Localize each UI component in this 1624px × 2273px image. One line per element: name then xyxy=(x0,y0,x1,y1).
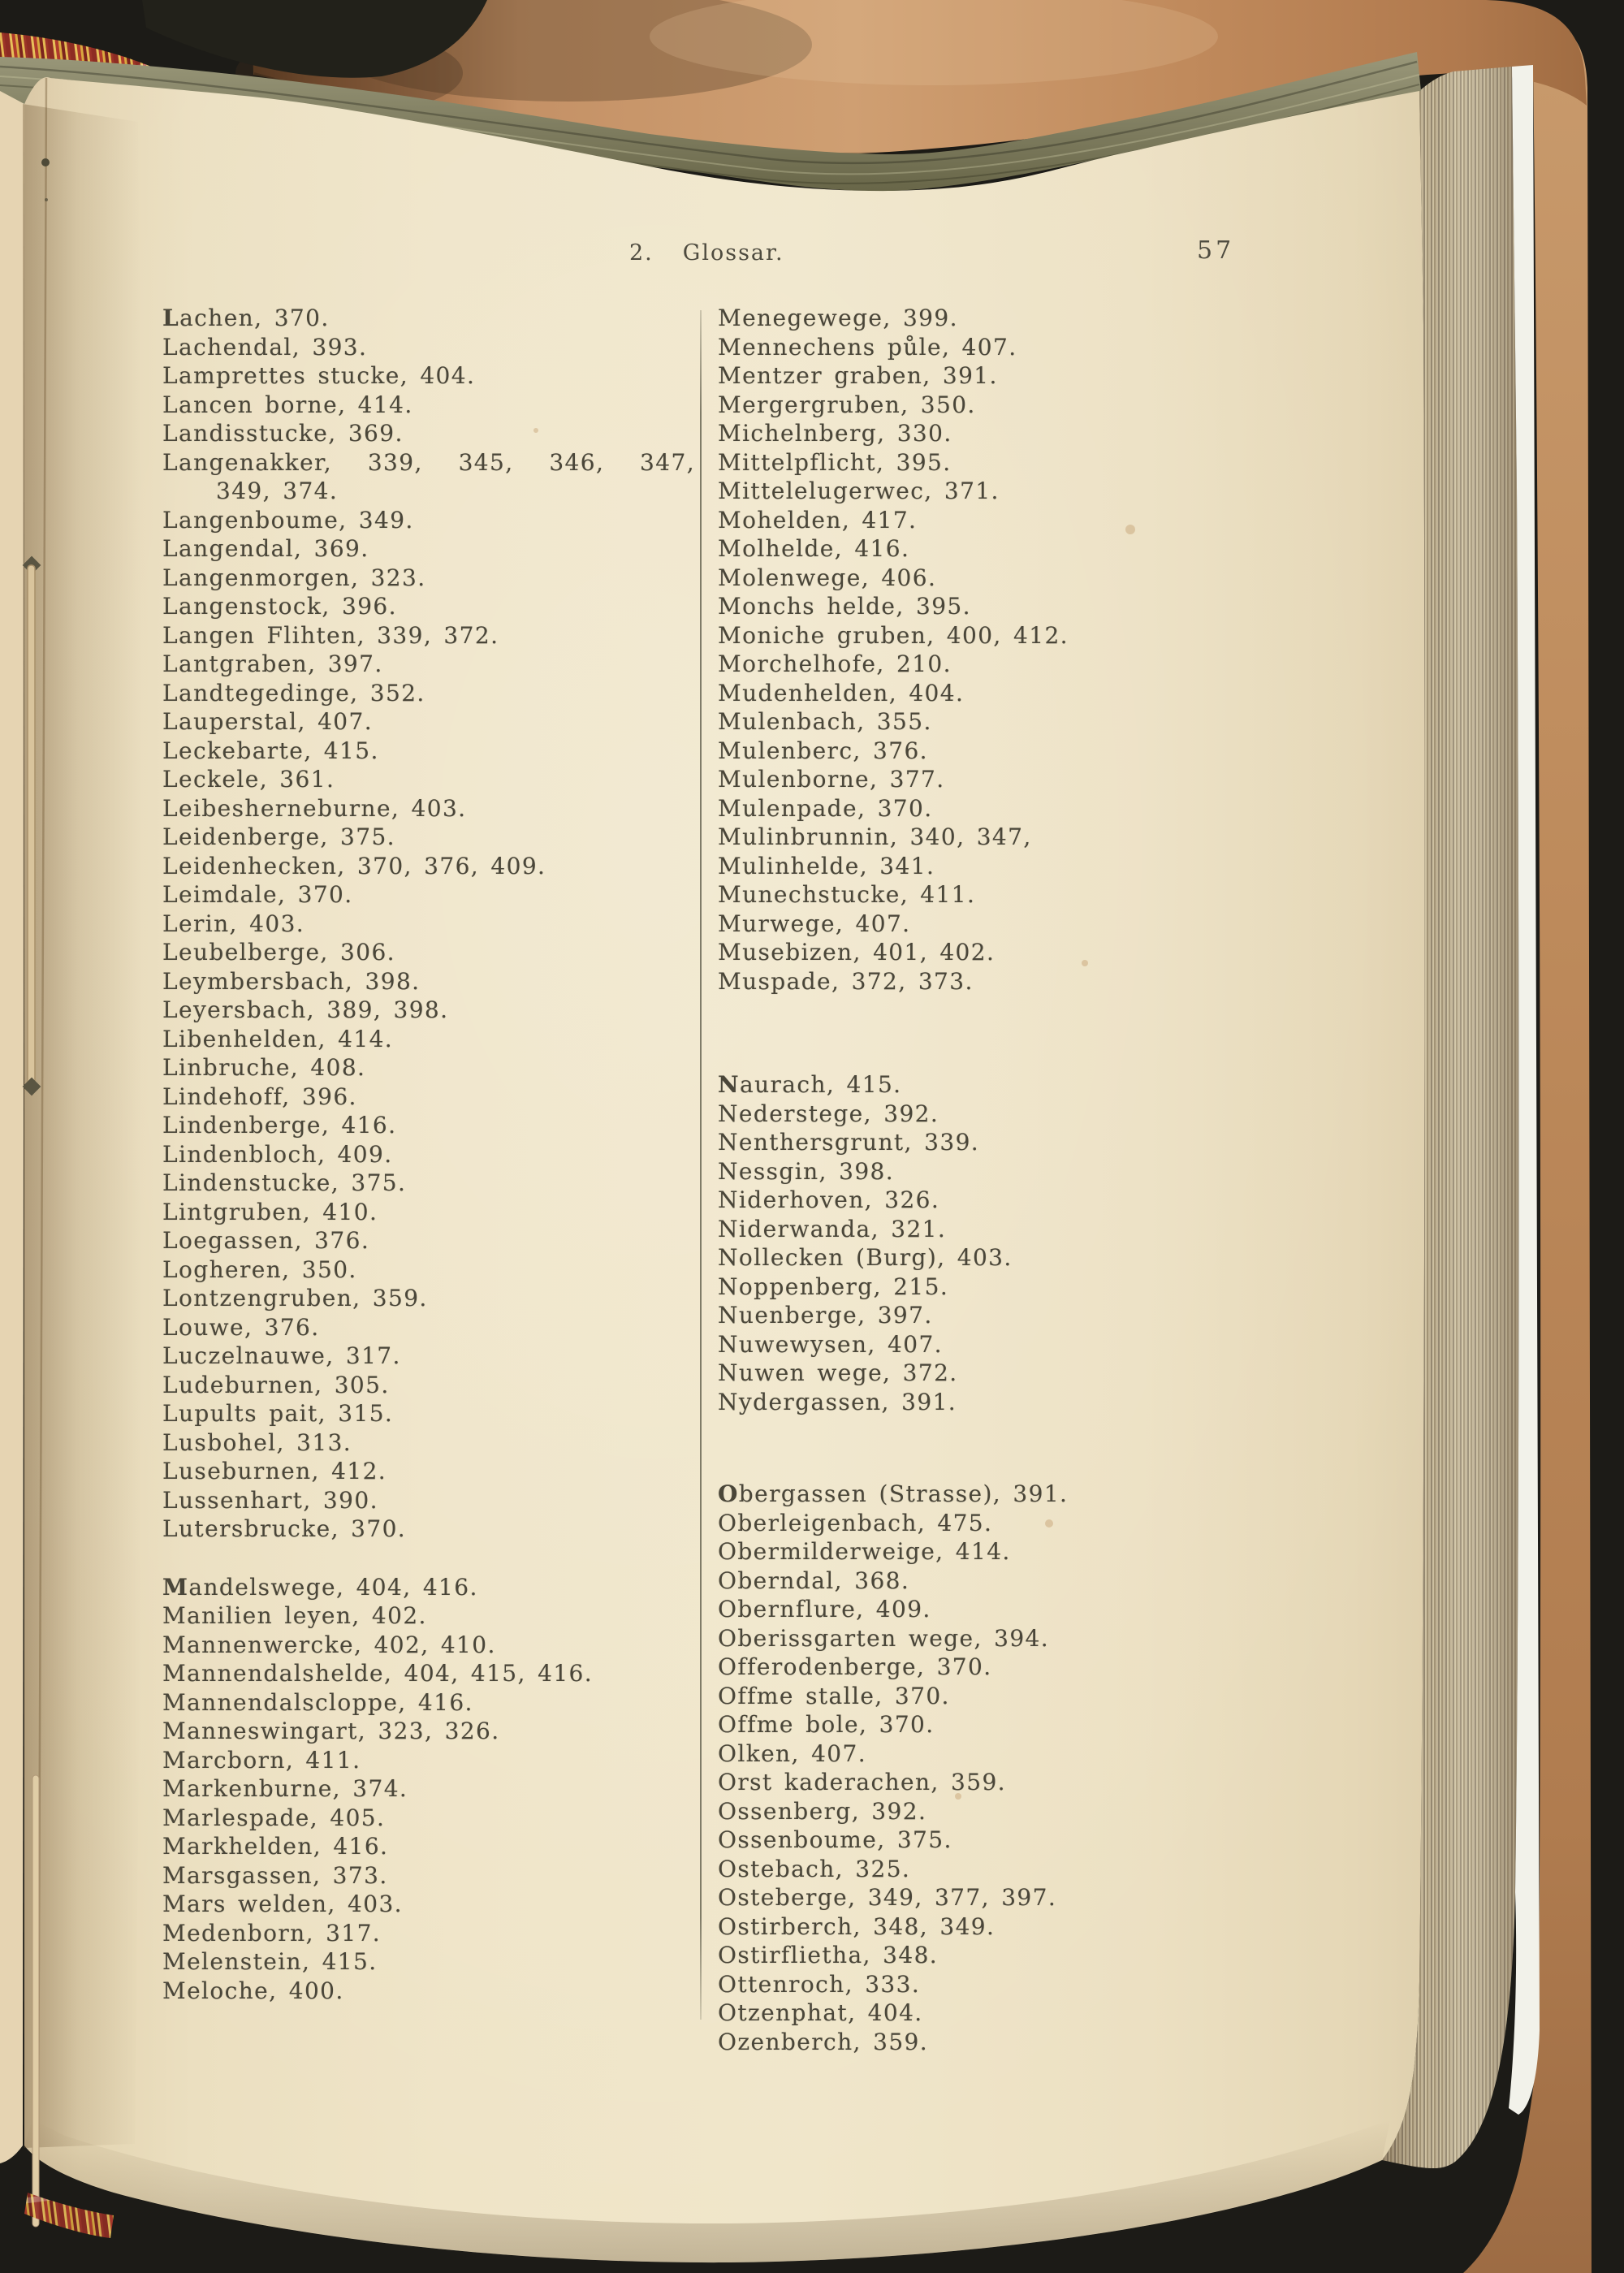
glossary-entry: Lontzengruben, 359. xyxy=(162,1285,428,1312)
glossary-entry: Muspade, 372, 373. xyxy=(718,967,974,995)
glossary-entry: Leubelberge, 306. xyxy=(162,939,395,966)
glossary-entry: Lerin, 403. xyxy=(162,910,305,937)
glossary-entry: Oberndal, 368. xyxy=(718,1566,910,1594)
glossary-entry: Markenburne, 374. xyxy=(162,1775,408,1802)
glossary-entry: Lintgruben, 410. xyxy=(162,1198,378,1225)
glossary-entry: Naurach, 415. xyxy=(718,1071,902,1098)
glossary-entry: Langen Flihten, 339, 372. xyxy=(162,621,499,649)
glossary-entry: Ostebach, 325. xyxy=(718,1855,911,1882)
glossary-entry: Mannenwercke, 402, 410. xyxy=(162,1631,496,1658)
glossary-entry: Offme bole, 370. xyxy=(718,1711,935,1738)
glossary-entry: Loegassen, 376. xyxy=(162,1227,370,1254)
glossary-entry: Manneswingart, 323, 326. xyxy=(162,1718,500,1744)
glossary-entry: Niderwanda, 321. xyxy=(718,1215,947,1242)
glossary-entry: Leidenhecken, 370, 376, 409. xyxy=(162,852,546,879)
glossary-entry: Leimdale, 370. xyxy=(162,881,353,908)
glossary-entry: Landtegedinge, 352. xyxy=(162,679,425,707)
glossary-entry: Leymbersbach, 398. xyxy=(162,967,421,995)
column-divider-rule xyxy=(700,310,702,2020)
glossary-entry: Nuwen wege, 372. xyxy=(718,1359,958,1386)
glossary-entry: Mulenbach, 355. xyxy=(718,708,932,735)
glossary-column-right xyxy=(718,304,1286,2056)
glossary-entry: Luczelnauwe, 317. xyxy=(162,1342,401,1369)
glossary-entry: Obergassen (Strasse), 391. xyxy=(718,1480,1069,1507)
glossary-entry: Ossenboume, 375. xyxy=(718,1826,952,1853)
glossary-entry: Nollecken (Burg), 403. xyxy=(718,1244,1013,1271)
glossary-entry: Lutersbrucke, 370. xyxy=(162,1515,407,1542)
glossary-entry: Mergergruben, 350. xyxy=(718,391,976,418)
glossary-entry: Michelnberg, 330. xyxy=(718,420,952,447)
glossary-entry: Linbruche, 408. xyxy=(162,1054,366,1081)
glossary-entry: Molenwege, 406. xyxy=(718,564,937,591)
glossary-entry: Langenakker, 339, 345, 346, 347, 349, 374. xyxy=(162,448,695,504)
glossary-entry: Manilien leyen, 402. xyxy=(162,1602,427,1629)
glossary-entry: Nessgin, 398. xyxy=(718,1157,895,1185)
glossary-entry: Leidenberge, 375. xyxy=(162,823,395,850)
glossary-entry: Mulenberc, 376. xyxy=(718,737,928,764)
glossary-entry: Mannendalscloppe, 416. xyxy=(162,1688,473,1716)
glossary-entry: Markhelden, 416. xyxy=(162,1833,389,1860)
glossary-entry: Morchelhofe, 210. xyxy=(718,650,952,677)
glossary-entry: Offme stalle, 370. xyxy=(718,1682,950,1709)
glossary-entry: Mandelswege, 404, 416. xyxy=(162,1573,478,1601)
glossary-entry: Noppenberg, 215. xyxy=(718,1273,949,1300)
glossary-entry: Molhelde, 416. xyxy=(718,535,910,562)
glossary-entry: Leibesherneburne, 403. xyxy=(162,794,467,822)
running-header xyxy=(629,240,784,266)
glossary-entry: Oberleigenbach, 475. xyxy=(718,1509,993,1536)
glossary-entry: Mudenhelden, 404. xyxy=(718,679,965,707)
glossary-entry: Libenhelden, 414. xyxy=(162,1025,394,1052)
glossary-entry: Nederstege, 392. xyxy=(718,1100,939,1127)
glossary-entry: Obermilderweige, 414. xyxy=(718,1538,1011,1565)
glossary-entry: Langenboume, 349. xyxy=(162,506,414,534)
glossary-entry: Lupults pait, 315. xyxy=(162,1400,394,1427)
glossary-entry: Niderhoven, 326. xyxy=(718,1186,940,1213)
glossary-entry: Lancen borne, 414. xyxy=(162,391,413,418)
glossary-entry: Mulinhelde, 341. xyxy=(718,852,935,879)
glossary-entry: Offerodenberge, 370. xyxy=(718,1653,992,1680)
glossary-entry: Lindenstucke, 375. xyxy=(162,1169,407,1196)
glossary-entry: Leckebarte, 415. xyxy=(162,737,379,764)
glossary-entry: Mentzer graben, 391. xyxy=(718,362,998,389)
glossary-entry: Lindenberge, 416. xyxy=(162,1112,397,1139)
glossary-entry: Musebizen, 401, 402. xyxy=(718,939,996,966)
glossary-entry: Logheren, 350. xyxy=(162,1255,357,1283)
glossary-entry: Ludeburnen, 305. xyxy=(162,1371,390,1398)
glossary-entry: Ostirberch, 348, 349. xyxy=(718,1912,996,1940)
glossary-entry: Murwege, 407. xyxy=(718,910,911,937)
glossary-entry: Meloche, 400. xyxy=(162,1977,344,2004)
glossary-entry: Luseburnen, 412. xyxy=(162,1458,387,1484)
glossary-entry: Langenstock, 396. xyxy=(162,593,397,620)
glossary-entry: Lusbohel, 313. xyxy=(162,1428,352,1456)
glossary-entry: Ottenroch, 333. xyxy=(718,1970,921,1998)
glossary-entry: Mars welden, 403. xyxy=(162,1891,403,1917)
glossary-entry: Olken, 407. xyxy=(718,1739,867,1767)
glossary-entry: Mulinbrunnin, 340, 347, xyxy=(718,823,1032,850)
glossary-entry: Lindehoff, 396. xyxy=(162,1082,357,1110)
glossary-entry: Leckele, 361. xyxy=(162,766,335,793)
glossary-entry: Menegewege, 399. xyxy=(718,305,958,331)
glossary-entry: Osteberge, 349, 377, 397. xyxy=(718,1884,1057,1911)
header-section-number: 2. xyxy=(629,240,654,266)
glossary-entry: Marcborn, 411. xyxy=(162,1746,361,1774)
glossary-entry: Lantgraben, 397. xyxy=(162,650,383,677)
glossary-entry: Obernflure, 409. xyxy=(718,1596,931,1623)
glossary-entry: Lachen, 370. xyxy=(162,305,330,331)
glossary-entry: Nuwewysen, 407. xyxy=(718,1330,943,1358)
glossary-entry: Lindenbloch, 409. xyxy=(162,1140,393,1168)
glossary-entry: Monchs helde, 395. xyxy=(718,593,971,620)
glossary-entry: Landisstucke, 369. xyxy=(162,420,404,447)
glossary-entry: Melenstein, 415. xyxy=(162,1948,378,1975)
glossary-entry: Langendal, 369. xyxy=(162,535,369,562)
glossary-entry: Orst kaderachen, 359. xyxy=(718,1769,1006,1795)
glossary-entry: Mennechens půle, 407. xyxy=(718,333,1017,361)
glossary-column-left xyxy=(162,304,695,2005)
glossary-entry: Lauperstal, 407. xyxy=(162,708,374,735)
glossary-entry: Ostirflietha, 348. xyxy=(718,1942,939,1968)
glossary-entry: Marsgassen, 373. xyxy=(162,1861,388,1889)
glossary-entry: Otzenphat, 404. xyxy=(718,1999,923,2026)
page-number: 57 xyxy=(1197,236,1235,265)
glossary-entry: Munechstucke, 411. xyxy=(718,881,976,908)
glossary-entry: Mittelelugerwec, 371. xyxy=(718,478,1000,504)
glossary-entry: Nydergassen, 391. xyxy=(718,1388,957,1415)
glossary-entry: Mohelden, 417. xyxy=(718,506,918,534)
glossary-entry: Lachendal, 393. xyxy=(162,333,368,361)
glossary-entry: Mulenborne, 377. xyxy=(718,766,945,793)
glossary-entry: Nenthersgrunt, 339. xyxy=(718,1129,980,1156)
glossary-entry: Lussenhart, 390. xyxy=(162,1486,378,1514)
glossary-entry: Oberissgarten wege, 394. xyxy=(718,1624,1050,1652)
glossary-entry: Mulenpade, 370. xyxy=(718,794,933,822)
glossary-entry: Nuenberge, 397. xyxy=(718,1302,933,1329)
glossary-entry: Mittelpflicht, 395. xyxy=(718,448,952,476)
glossary-entry: Ozenberch, 359. xyxy=(718,2028,929,2055)
glossary-entry: Moniche gruben, 400, 412. xyxy=(718,621,1069,649)
header-title: Glossar. xyxy=(682,240,784,266)
glossary-entry: Louwe, 376. xyxy=(162,1313,320,1341)
glossary-entry: Medenborn, 317. xyxy=(162,1919,382,1947)
glossary-entry: Lamprettes stucke, 404. xyxy=(162,362,476,389)
glossary-entry: Marlespade, 405. xyxy=(162,1804,386,1831)
glossary-entry: Langenmorgen, 323. xyxy=(162,564,426,591)
glossary-entry: Ossenberg, 392. xyxy=(718,1797,927,1825)
glossary-entry: Leyersbach, 389, 398. xyxy=(162,996,449,1023)
glossary-entry: Mannendalshelde, 404, 415, 416. xyxy=(162,1660,594,1687)
